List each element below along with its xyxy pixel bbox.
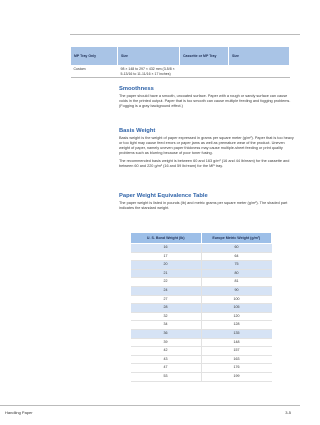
footer-rule bbox=[0, 405, 300, 406]
metric-weight-cell: 128 bbox=[201, 321, 272, 330]
basis-weight-text-1: Basis weight is the weight of paper expressed in grams per square meter (g/m²). Paper that is too heavy or too light may cause feed errors or paper jams as well as premature wear of the product. Uneven weight of paper, namely uneven paper thickness may cause multiple-sheet feeding or print quality problems such as blurring because of poor toner fusing. bbox=[119, 136, 294, 155]
paper-size-cell: 98 × 148 to 297 × 432 mm (3-5/8 × 5-13/16 to 11-11/16 × 17 inches) bbox=[118, 66, 180, 78]
page-number: 3-5 bbox=[285, 410, 291, 415]
us-bond-weight-cell: 21 bbox=[131, 269, 202, 278]
us-bond-weight-cell: 27 bbox=[131, 295, 202, 304]
us-bond-weight-cell: 32 bbox=[131, 312, 202, 321]
col-us-bond-weight: U. S. Bond Weight (lb) bbox=[131, 233, 202, 244]
cassette-type-cell bbox=[180, 66, 229, 78]
smoothness-section bbox=[119, 86, 295, 109]
col-size-2: Size bbox=[229, 47, 290, 66]
us-bond-weight-cell: 42 bbox=[131, 347, 202, 356]
basis-weight-heading: Basis Weight bbox=[119, 128, 156, 134]
us-bond-weight-cell: 36 bbox=[131, 329, 202, 338]
equivalence-section bbox=[119, 193, 295, 211]
metric-weight-cell: 148 bbox=[201, 338, 272, 347]
table-row bbox=[71, 66, 290, 78]
table-row bbox=[131, 329, 272, 338]
col-europe-metric-weight: Europe Metric Weight (g/m²) bbox=[201, 233, 272, 244]
table-row bbox=[131, 244, 272, 253]
cassette-size-cell bbox=[229, 66, 290, 78]
us-bond-weight-cell: 43 bbox=[131, 355, 202, 364]
metric-weight-cell: 176 bbox=[201, 364, 272, 373]
table-row bbox=[131, 252, 272, 261]
metric-weight-cell: 90 bbox=[201, 286, 272, 295]
metric-weight-cell: 75 bbox=[201, 261, 272, 270]
col-mp-tray-only: MP Tray Only bbox=[71, 47, 118, 66]
metric-weight-cell: 60 bbox=[201, 244, 272, 253]
us-bond-weight-cell: 22 bbox=[131, 278, 202, 287]
metric-weight-cell: 199 bbox=[201, 372, 272, 381]
table-row bbox=[131, 321, 272, 330]
table-row bbox=[131, 304, 272, 313]
table-row bbox=[131, 364, 272, 373]
col-cassette-or-mp: Cassette or MP Tray bbox=[180, 47, 229, 66]
table-row bbox=[131, 312, 272, 321]
us-bond-weight-cell: 20 bbox=[131, 261, 202, 270]
metric-weight-cell: 157 bbox=[201, 347, 272, 356]
equivalence-heading: Paper Weight Equivalence Table bbox=[119, 193, 208, 199]
us-bond-weight-cell: 24 bbox=[131, 286, 202, 295]
table-row bbox=[131, 269, 272, 278]
table-row bbox=[131, 286, 272, 295]
basis-weight-text-2: The recommended basis weight is between 60 and 163 g/m² (16 and 44 lb/ream) for the cassette and between 60 and 220 g/m² (16 and 59 lb/ream) for the MP tray. bbox=[119, 159, 290, 168]
col-size: Size bbox=[118, 47, 180, 66]
paper-size-table-header bbox=[71, 47, 290, 66]
metric-weight-cell: 100 bbox=[201, 295, 272, 304]
metric-weight-cell: 105 bbox=[201, 304, 272, 313]
top-rule bbox=[70, 34, 300, 35]
us-bond-weight-cell: 16 bbox=[131, 244, 202, 253]
us-bond-weight-cell: 47 bbox=[131, 364, 202, 373]
us-bond-weight-cell: 34 bbox=[131, 321, 202, 330]
us-bond-weight-cell: 53 bbox=[131, 372, 202, 381]
us-bond-weight-cell: 28 bbox=[131, 304, 202, 313]
metric-weight-cell: 135 bbox=[201, 329, 272, 338]
smoothness-text: The paper should have a smooth, uncoated surface. Paper with a rough or sandy surface can cause voids in the printed output. Paper that is too smooth can cause multiple feeding and fogging problems. (Fogging is a gray background effect.) bbox=[119, 94, 291, 108]
smoothness-heading: Smoothness bbox=[119, 86, 154, 92]
paper-type-cell: Custom bbox=[71, 66, 118, 78]
table-row bbox=[131, 372, 272, 381]
table-row bbox=[131, 355, 272, 364]
equivalence-text: The paper weight is listed in pounds (lb) and metric grams per square meter (g/m²). The shaded part indicates the standard weight. bbox=[119, 201, 288, 210]
us-bond-weight-cell: 17 bbox=[131, 252, 202, 261]
table-row bbox=[131, 261, 272, 270]
footer-section-title: Handling Paper bbox=[5, 410, 33, 415]
metric-weight-cell: 81 bbox=[201, 278, 272, 287]
us-bond-weight-cell: 39 bbox=[131, 338, 202, 347]
table-row bbox=[131, 278, 272, 287]
metric-weight-cell: 120 bbox=[201, 312, 272, 321]
weight-table-body bbox=[131, 244, 272, 382]
metric-weight-cell: 80 bbox=[201, 269, 272, 278]
weight-equivalence-table bbox=[130, 232, 272, 382]
table-row bbox=[131, 338, 272, 347]
table-row bbox=[131, 295, 272, 304]
table-row bbox=[131, 347, 272, 356]
weight-table-header bbox=[131, 233, 272, 244]
paper-size-table bbox=[70, 46, 290, 78]
basis-weight-section bbox=[119, 128, 295, 169]
metric-weight-cell: 64 bbox=[201, 252, 272, 261]
metric-weight-cell: 163 bbox=[201, 355, 272, 364]
